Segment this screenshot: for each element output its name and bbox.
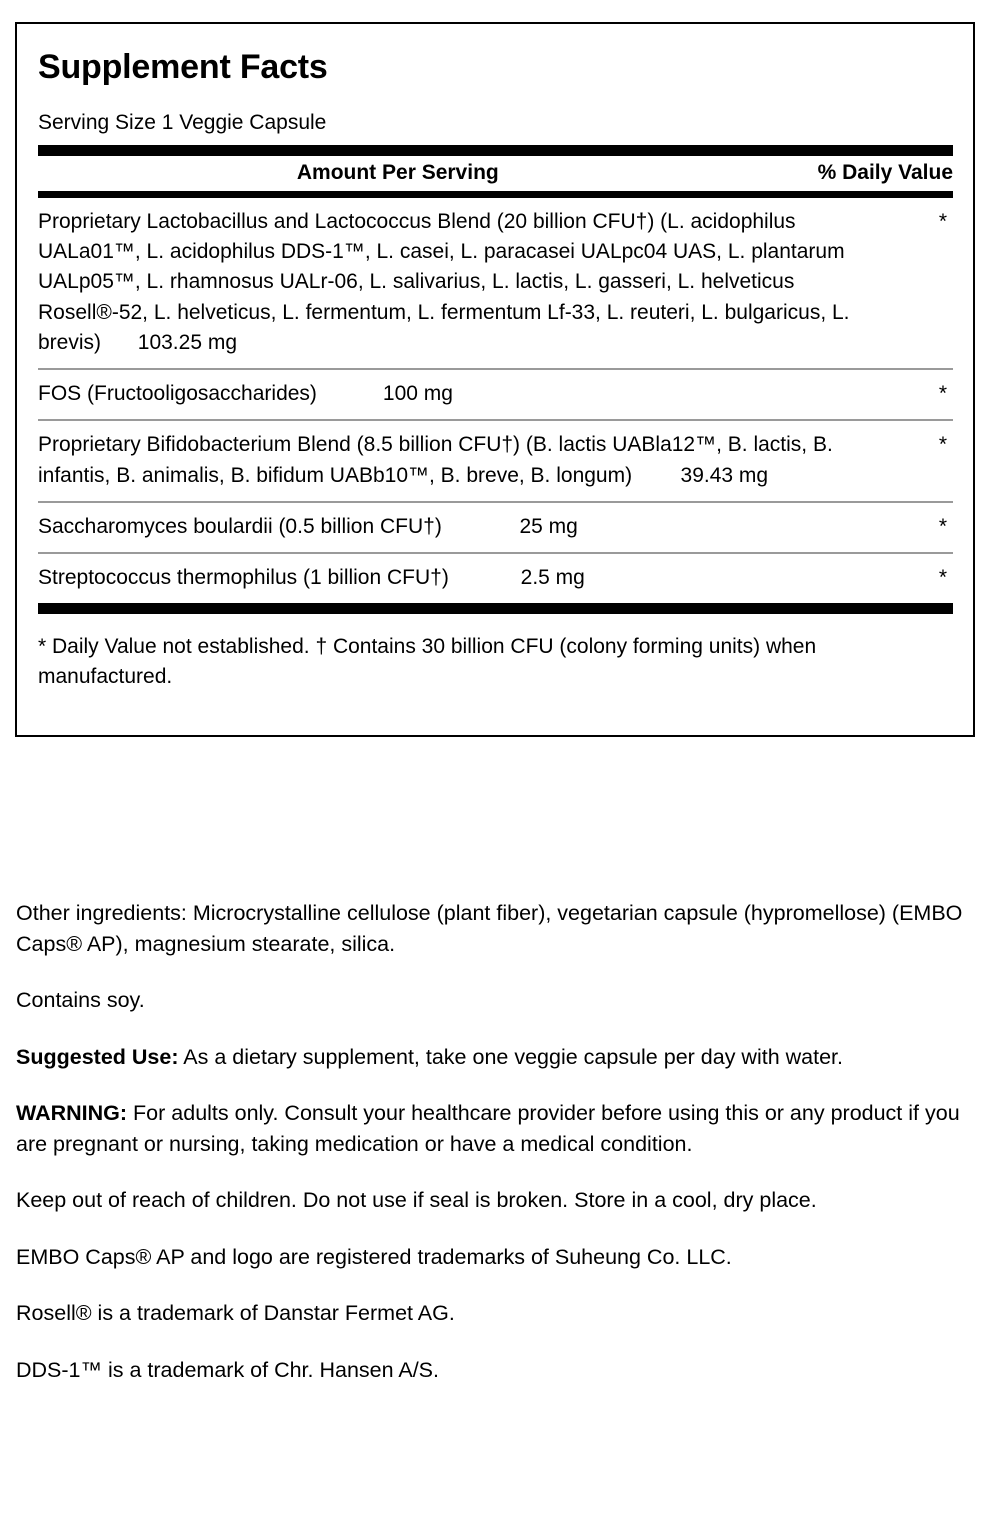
column-header-amount: Amount Per Serving <box>296 160 499 184</box>
table-row <box>38 370 953 421</box>
label-body-text <box>16 898 968 1385</box>
panel-rule-header-bottom <box>38 191 953 198</box>
ingredient-amount: 39.43 mg <box>680 463 769 487</box>
table-row <box>38 503 953 554</box>
ingredient-daily-value: * <box>938 566 947 590</box>
ingredient-daily-value: * <box>938 514 947 538</box>
warning-label: WARNING: <box>16 1101 128 1126</box>
supplement-facts-panel <box>15 22 975 737</box>
warning-paragraph <box>16 1098 968 1159</box>
ingredient-name: Saccharomyces boulardii (0.5 billion CFU†) <box>38 514 442 538</box>
table-row <box>38 198 953 370</box>
warning-text: For adults only. Consult your healthcare provider before using this or any product if you are pregnant or nursing, taking medication or have a medical condition. <box>16 1101 960 1156</box>
table-row <box>38 554 953 603</box>
ingredient-name: Proprietary Bifidobacterium Blend (8.5 billion CFU†) (B. lactis UABla12™, B. lactis, B. infantis, B. animalis, B. bifidum UABb10™, B. breve, B. longum) <box>38 433 833 487</box>
ingredient-table <box>38 198 953 603</box>
ingredient-cell <box>38 430 893 490</box>
ingredient-amount: 25 mg <box>519 514 578 538</box>
daily-value-footnote: * Daily Value not established. † Contains 30 billion CFU (colony forming units) when manufactured. <box>38 635 817 689</box>
trademark-rosell-paragraph: Rosell® is a trademark of Danstar Fermet AG. <box>16 1301 455 1326</box>
ingredient-name: Proprietary Lactobacillus and Lactococcus Blend (20 billion CFU†) (L. acidophilus UALa01™, L. acidophilus DDS-1™, L. casei, L. paracasei UALpc04 UAS, L. plantarum UALp05™, L. rhamnosus UALr-06, L. salivarius, L. lactis, L. gasseri, L. helveticus Rosell®-52, L. helveticus, L. fermentum, L. fermentum Lf-33, L. reuteri, L. bulgaricus, L. brevis) <box>38 209 850 354</box>
column-header-daily-value: % Daily Value <box>817 160 953 184</box>
ingredient-name: Streptococcus thermophilus (1 billion CFU†) <box>38 566 449 590</box>
ingredient-daily-value: * <box>938 433 947 457</box>
ingredient-cell <box>38 512 893 542</box>
ingredient-daily-value: * <box>938 382 947 406</box>
ingredient-name: FOS (Fructooligosaccharides) <box>38 382 317 406</box>
ingredient-amount: 103.25 mg <box>137 330 238 354</box>
serving-size-text: Serving Size 1 Veggie Capsule <box>38 110 327 134</box>
ingredient-cell <box>38 563 893 593</box>
allergen-paragraph: Contains soy. <box>16 988 145 1013</box>
table-row <box>38 421 953 502</box>
ingredient-amount: 100 mg <box>382 382 453 406</box>
table-header-row <box>38 156 953 191</box>
ingredient-cell <box>38 379 893 409</box>
page-title: Supplement Facts <box>38 48 328 86</box>
trademark-embo-paragraph: EMBO Caps® AP and logo are registered trademarks of Suheung Co. LLC. <box>16 1244 732 1269</box>
trademark-dds-paragraph: DDS-1™ is a trademark of Chr. Hansen A/S. <box>16 1357 439 1382</box>
ingredient-amount: 2.5 mg <box>520 566 585 590</box>
suggested-use-text: As a dietary supplement, take one veggie capsule per day with water. <box>178 1044 843 1069</box>
panel-rule-bottom <box>38 603 953 614</box>
storage-paragraph: Keep out of reach of children. Do not use if seal is broken. Store in a cool, dry place. <box>16 1188 817 1213</box>
panel-rule-top <box>38 145 953 156</box>
ingredient-daily-value: * <box>938 209 947 233</box>
suggested-use-paragraph <box>16 1042 968 1073</box>
other-ingredients-paragraph: Other ingredients: Microcrystalline cellulose (plant fiber), vegetarian capsule (hypromellose) (EMBO Caps® AP), magnesium stearate, silica. <box>16 901 963 956</box>
ingredient-cell <box>38 207 893 358</box>
suggested-use-label: Suggested Use: <box>16 1044 179 1069</box>
